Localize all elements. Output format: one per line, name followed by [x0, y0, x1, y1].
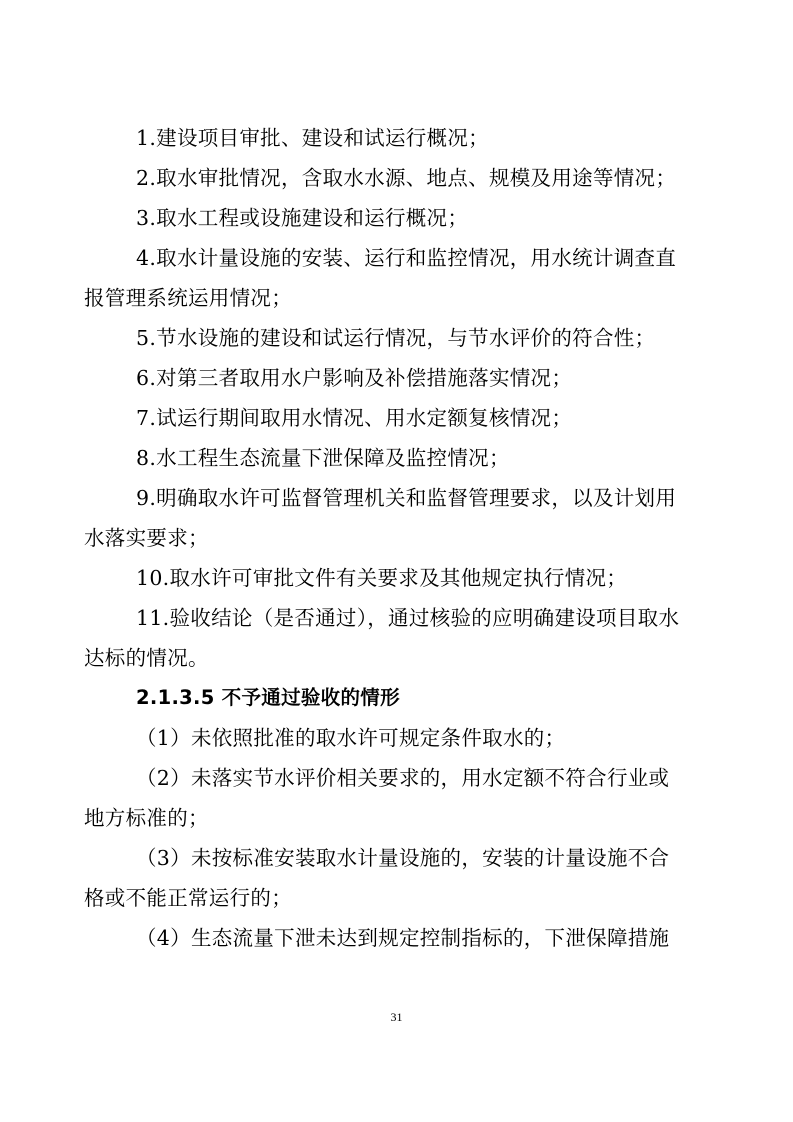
list-item-10: 10.取水许可审批文件有关要求及其他规定执行情况； — [136, 566, 628, 590]
condition-3-line-1: （3）未按标准安装取水计量设施的，安装的计量设施不合 — [136, 846, 670, 870]
list-item-11-line-1: 11.验收结论（是否通过），通过核验的应明确建设项目取水 — [136, 606, 680, 630]
condition-4-line-1: （4）生态流量下泄未达到规定控制指标的，下泄保障措施 — [136, 926, 670, 950]
condition-1: （1）未依照批准的取水许可规定条件取水的； — [136, 726, 566, 750]
list-item-9-line-2: 水落实要求； — [84, 526, 209, 550]
list-item-5: 5.节水设施的建设和试运行情况，与节水评价的符合性； — [136, 326, 656, 350]
list-item-11-line-2: 达标的情况。 — [84, 646, 209, 670]
section-heading: 2.1.3.5 不予通过验收的情形 — [136, 686, 400, 709]
list-item-6: 6.对第三者取用水户影响及补偿措施落实情况； — [136, 366, 573, 390]
list-item-2: 2.取水审批情况，含取水水源、地点、规模及用途等情况； — [136, 166, 677, 190]
condition-2-line-2: 地方标准的； — [84, 806, 209, 830]
list-item-4-line-2: 报管理系统运用情况； — [84, 286, 292, 310]
condition-2-line-1: （2）未落实节水评价相关要求的，用水定额不符合行业或 — [136, 766, 670, 790]
list-item-4-line-1: 4.取水计量设施的安装、运行和监控情况，用水统计调查直 — [136, 246, 677, 270]
list-item-3: 3.取水工程或设施建设和运行概况； — [136, 206, 469, 230]
list-item-1: 1.建设项目审批、建设和试运行概况； — [136, 126, 489, 150]
list-item-8: 8.水工程生态流量下泄保障及监控情况； — [136, 446, 510, 470]
page-number: 31 — [390, 1010, 403, 1024]
list-item-7: 7.试运行期间取用水情况、用水定额复核情况； — [136, 406, 573, 430]
list-item-9-line-1: 9.明确取水许可监督管理机关和监督管理要求，以及计划用 — [136, 486, 677, 510]
condition-3-line-2: 格或不能正常运行的； — [84, 886, 292, 910]
